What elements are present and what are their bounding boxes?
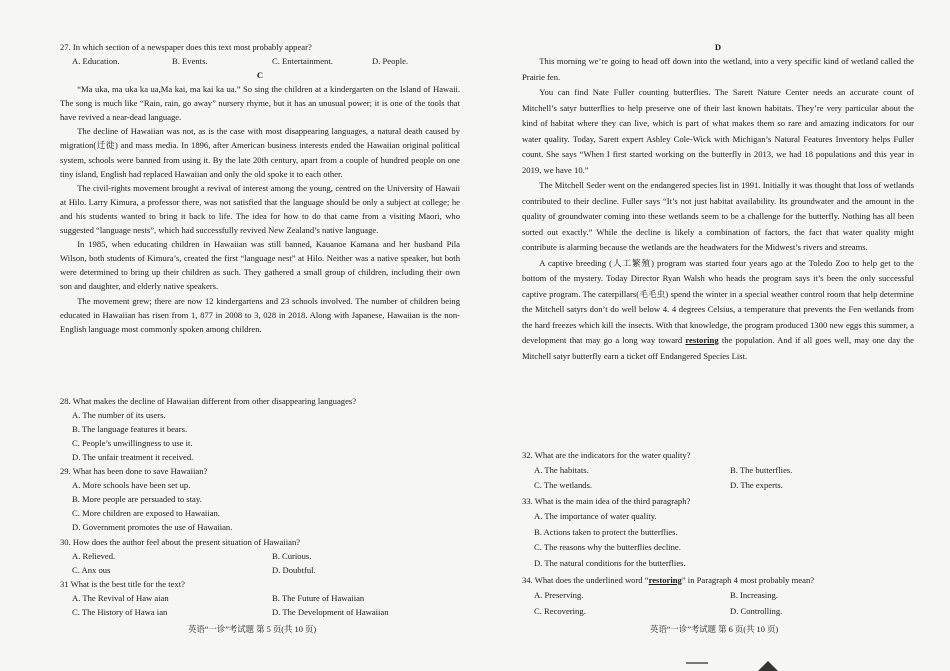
question-stem: 31 What is the best title for the text? — [60, 579, 185, 589]
paragraph: The movement grew; there are now 12 kindergartens and 23 schools involved. The number of children being educated in Hawaiian has risen from 1, 877 in 2008 to 3, 028 in 2018. Along with Japanese, Hawaiian is the non-English language most commonly spoken among children. — [60, 295, 460, 334]
scan-artifact-marks — [680, 657, 790, 671]
section-title: D — [714, 42, 722, 52]
option-c[interactable]: C. The wetlands. — [534, 480, 593, 491]
option-a[interactable]: A. The importance of water quality. — [534, 511, 657, 522]
paragraph: The decline of Hawaiian was not, as is the case with most disappearing languages, a natural death caused by migration(迁徙) and mass media. In 1896, after American business interests ended the Hawaiian original political system, schools were banned from using it. By the late 20th century, apart from a couple of hundred people on one tiny island, English had replaced Hawaiian and only the old spoke it to each other. — [60, 126, 460, 179]
paragraph: The civil-rights movement brought a revival of interest among the young, centred on the University of Hawaii at Hilo. Larry Kimura, a professor there, was not satisfied that the language should be only a subject at college; he and his students wanted to bring it back to life. The idea for how to do that came from a visiting Maori, who suggested “language nests”, which had successfully revived New Zealand’s native language. — [60, 182, 460, 236]
option-d[interactable]: D. The unfair treatment it received. — [72, 452, 194, 463]
option-b[interactable]: B. Increasing. — [730, 590, 778, 601]
paragraph-text: A captive breeding (人工繁殖) program was started four years ago at the Toledo Zoo to help get to the bottom of the mystery. Today Director Ryan Walsh who heads the program says it’s been the only successful captive program. The caterpillars(毛毛虫) spend the winter in a special weather control room that help determine the Mitchell satyrs don’t do well below 4. 4 degrees Celsius, a temperature that prevents the Fen wetlands from the hard freezes which kill the insects. With that knowledge, the program produced 1300 new eggs this summer, a development that may go a long way toward — [522, 257, 914, 346]
option-a[interactable]: A. The Revival of Haw aian — [72, 593, 169, 604]
paragraph: In 1985, when educating children in Hawaiian was still banned, Kauanoe Kamana and her husband Pila Wilson, both students of Kimura’s, created the first “language nest” at Hilo. Neither was a native speaker, but both were determined to bring up their children as such. They gathered a small group of children, including their own son and daughter, and elderly native speakers. — [60, 239, 460, 292]
option-c[interactable]: C. Recovering. — [534, 605, 586, 616]
stem-text: 34. What does the underlined word “ — [522, 575, 649, 585]
passage-c — [60, 68, 460, 336]
question-stem: 30. How does the author feel about the present situation of Hawaiian? — [60, 537, 301, 547]
paragraph-text: the population. And if all goes well, may one day the Mitchell satyr butterfly earn a ticket off Endangered Species List. — [522, 335, 914, 361]
option-b[interactable]: B. Actions taken to protect the butterflies. — [534, 526, 678, 537]
question-29 — [60, 464, 460, 534]
option-c[interactable]: C. More children are exposed to Hawaiian. — [72, 508, 220, 519]
option-a[interactable]: A. The habitats. — [534, 465, 589, 476]
option-d[interactable]: D. Government promotes the use of Hawaiian. — [72, 522, 233, 533]
option-b[interactable]: B. The language features it bears. — [72, 424, 188, 435]
option-d[interactable]: D. Doubtful. — [272, 565, 316, 576]
option-a[interactable]: A. Relieved. — [72, 551, 116, 562]
question-stem: 27. In which section of a newspaper does this text most probably appear? — [60, 42, 312, 52]
passage-d — [522, 40, 914, 364]
option-grid — [522, 588, 914, 619]
option-c[interactable]: C. Anx ous — [72, 565, 111, 576]
underlined-word: restoring — [685, 335, 719, 346]
option-list — [60, 408, 460, 464]
option-c[interactable]: C. People’s unwillingness to use it. — [72, 438, 193, 449]
page-footer: 英语“一诊”考试题 第 5 页(共 10 页) — [188, 625, 317, 634]
option-d[interactable]: D. People. — [372, 56, 409, 67]
question-33 — [522, 494, 914, 571]
option-list — [60, 478, 460, 534]
option-d[interactable]: D. The experts. — [730, 480, 783, 491]
option-b[interactable]: B. The Future of Hawaiian — [272, 593, 365, 604]
question-stem: 33. What is the main idea of the third paragraph? — [522, 496, 691, 506]
option-a[interactable]: A. Education. — [72, 56, 120, 67]
question-stem: 28. What makes the decline of Hawaiian different from other disappearing languages? — [60, 396, 357, 406]
option-b[interactable]: B. The butterflies. — [730, 465, 793, 476]
question-stem: 29. What has been done to save Hawaiian? — [60, 466, 208, 476]
triangle-mark — [758, 661, 778, 671]
question-28 — [60, 394, 460, 464]
option-a[interactable]: A. Preserving. — [534, 590, 584, 601]
option-a[interactable]: A. More schools have been set up. — [72, 480, 191, 491]
question-stem: 32. What are the indicators for the water quality? — [522, 450, 691, 460]
paragraph: This morning we’re going to head off down into the wetland, into a very specific kind of wetland called the Prairie fen. — [522, 56, 914, 82]
question-32 — [522, 448, 914, 494]
question-30 — [60, 535, 460, 577]
right-page — [522, 0, 914, 671]
paragraph: The Mitchell Seder went on the endangered species list in 1991. Initially it was thought that loss of wetlands contributed to their decline. Fuller says “It’s not just habitat availability. Its groundwater and the amount in the quality of groundwater coming into these wetlands seem to be a challenge for the butterfly. Nothing has all been sorted out exactly.” While the decline is likely a combination of factors, the fact that water quality might contribute is alarming because the wetlands are the headwaters for the Midwest’s rivers and streams. — [522, 180, 914, 253]
option-list — [522, 509, 914, 571]
option-c[interactable]: C. Entertainment. — [272, 56, 333, 67]
underlined-word: restoring — [648, 575, 682, 585]
question-stem — [522, 573, 914, 588]
option-b[interactable]: B. Curious. — [272, 551, 312, 562]
option-c[interactable]: C. The reasons why the butterflies decline. — [534, 542, 681, 553]
option-d[interactable]: D. The natural conditions for the butterflies. — [534, 557, 686, 568]
option-grid — [60, 549, 460, 577]
option-grid — [60, 591, 460, 619]
option-grid — [522, 463, 914, 493]
paragraph: You can find Nate Fuller counting butterflies. The Sarett Nature Center needs an accurate count of Mitchell’s satyr butterflies to help preserve one of their last known habitats. They’re very particular about the kind of habitat where they can live, which is part of what makes them so rare and amazing indicators for our water quality. Today, Sarett expert Ashley Cole-Wick with Michigan’s Natural Features Inventory helps Fuller count. She says “When I first started working on the butterfly in 2013, we had 18 populations and this year in 2019, we have 10.” — [522, 87, 914, 175]
question-31 — [60, 577, 460, 619]
dash-mark — [686, 662, 708, 664]
paragraph — [522, 256, 914, 365]
page-footer: 英语“一诊”考试题 第 6 页(共 10 页) — [650, 625, 779, 634]
question-27 — [60, 40, 460, 68]
option-a[interactable]: A. The number of its users. — [72, 410, 166, 421]
option-d[interactable]: D. The Development of Hawaiian — [272, 607, 389, 618]
paragraph: “Ma uka, ma uka ka ua,Ma kai, ma kai ka ua.” So sing the children at a kindergarten on the Island of Hawaii. The song is much like “Rain, rain, go away” nursery rhyme, but it has an unusual power; it is one of the tools that have revived a near-dead language. — [60, 84, 460, 123]
option-d[interactable]: D. Controlling. — [730, 605, 783, 616]
question-34 — [522, 573, 914, 619]
section-title: C — [256, 70, 264, 80]
option-b[interactable]: B. More people are persuaded to stay. — [72, 494, 202, 505]
stem-text: ” in Paragraph 4 most probably mean? — [681, 575, 815, 585]
option-row — [60, 54, 460, 68]
passage-body — [522, 54, 914, 364]
option-b[interactable]: B. Events. — [172, 56, 208, 67]
option-c[interactable]: C. The History of Hawa ian — [72, 607, 168, 618]
left-page — [60, 0, 460, 671]
